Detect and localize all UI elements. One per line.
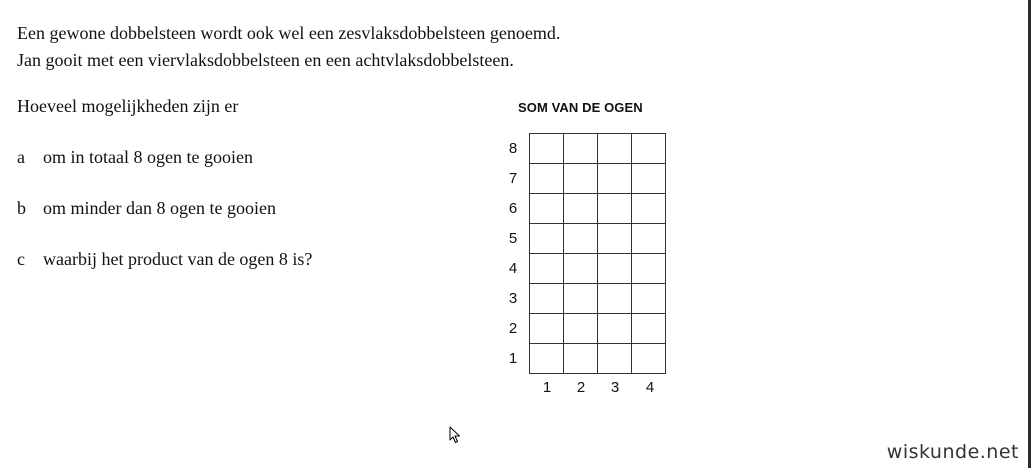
grid-cell — [564, 224, 598, 254]
x-label: 2 — [576, 379, 586, 396]
y-label: 3 — [508, 290, 518, 307]
grid-cell — [564, 284, 598, 314]
y-label: 1 — [508, 350, 518, 367]
grid-cell — [530, 194, 564, 224]
outcome-grid — [529, 133, 666, 374]
grid-cell — [598, 344, 632, 374]
intro-line-2: Jan gooit met een viervlaksdobbelsteen en een achtvlaksdobbelsteen. — [17, 50, 514, 70]
grid-row — [530, 344, 666, 374]
grid-cell — [598, 134, 632, 164]
grid-cell — [598, 284, 632, 314]
grid-cell — [530, 344, 564, 374]
grid-cell — [632, 134, 666, 164]
grid-row — [530, 254, 666, 284]
item-letter: b — [17, 198, 26, 218]
y-label: 2 — [508, 320, 518, 337]
grid-cell — [598, 194, 632, 224]
y-label: 8 — [508, 140, 518, 157]
grid-row — [530, 284, 666, 314]
item-text: om in totaal 8 ogen te gooien — [43, 147, 253, 167]
question-text: Hoeveel mogelijkheden zijn er — [17, 96, 239, 116]
grid-row — [530, 134, 666, 164]
grid-cell — [598, 254, 632, 284]
item-text: waarbij het product van de ogen 8 is? — [43, 249, 313, 269]
intro-line-1: Een gewone dobbelsteen wordt ook wel een zesvlaksdobbelsteen genoemd. — [17, 23, 561, 43]
grid-cell — [632, 314, 666, 344]
grid-row — [530, 314, 666, 344]
grid-row — [530, 194, 666, 224]
item-a — [17, 147, 253, 168]
x-label: 1 — [542, 379, 552, 396]
grid-cell — [564, 194, 598, 224]
x-label: 3 — [610, 379, 620, 396]
y-label: 5 — [508, 230, 518, 247]
grid-cell — [530, 314, 564, 344]
item-c — [17, 249, 312, 270]
grid-cell — [530, 224, 564, 254]
item-letter: a — [17, 147, 25, 167]
grid-cell — [632, 164, 666, 194]
grid-title: SOM VAN DE OGEN — [518, 100, 643, 115]
grid-row — [530, 164, 666, 194]
grid-cell — [530, 134, 564, 164]
grid-cell — [632, 344, 666, 374]
grid-cell — [564, 134, 598, 164]
grid-cell — [598, 314, 632, 344]
grid-cell — [530, 284, 564, 314]
item-letter: c — [17, 249, 25, 269]
intro-text — [17, 20, 560, 74]
y-label: 7 — [508, 170, 518, 187]
grid-cell — [598, 224, 632, 254]
grid-cell — [564, 254, 598, 284]
item-b — [17, 198, 276, 219]
mouse-cursor-icon — [449, 426, 461, 444]
grid-cell — [530, 164, 564, 194]
grid-cell — [632, 194, 666, 224]
grid-cell — [564, 164, 598, 194]
grid-cell — [632, 224, 666, 254]
y-label: 6 — [508, 200, 518, 217]
site-watermark: wiskunde.net — [886, 441, 1019, 463]
grid-cell — [564, 344, 598, 374]
item-text: om minder dan 8 ogen te gooien — [43, 198, 276, 218]
grid-cell — [598, 164, 632, 194]
grid-row — [530, 224, 666, 254]
grid-cell — [530, 254, 564, 284]
y-label: 4 — [508, 260, 518, 277]
grid-cell — [632, 254, 666, 284]
grid-cell — [632, 284, 666, 314]
grid-cell — [564, 314, 598, 344]
x-label: 4 — [645, 379, 655, 396]
